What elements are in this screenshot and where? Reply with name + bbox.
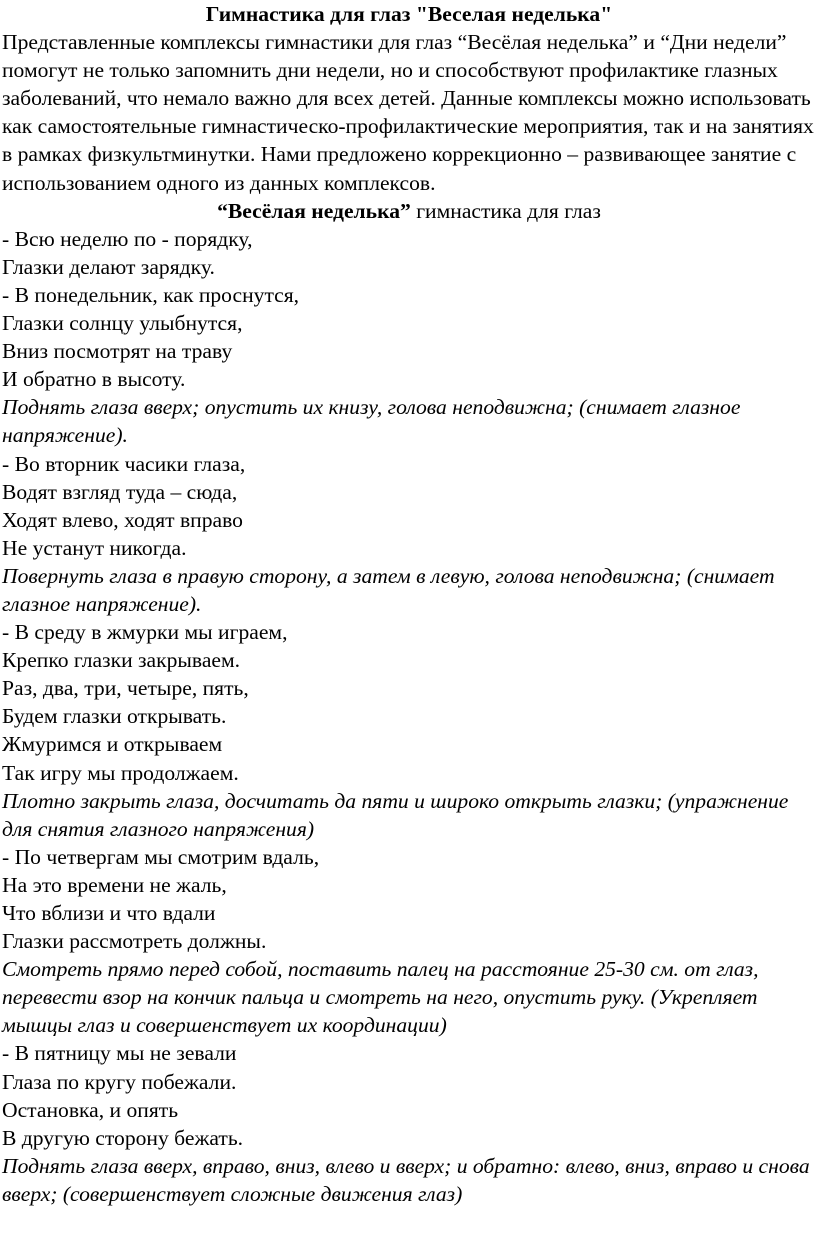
poem-line: Вниз посмотрят на траву — [2, 339, 233, 364]
poem-subtitle — [2, 197, 816, 225]
poem-line: Водят взгляд туда – сюда, — [2, 479, 238, 504]
poem-line: Крепко глазки закрываем. — [2, 648, 241, 673]
poem-line: Раз, два, три, четыре, пять, — [2, 676, 249, 701]
poem-line: Остановка, и опять — [2, 1097, 179, 1122]
poem-subtitle-rest: гимнастика для глаз — [410, 198, 601, 223]
intro-paragraph: Представленные комплексы гимнастики для глаз “Весёлая неделька” и “Дни недели” помогут не только запомнить дни недели, но и способствуют профилактике глазных заболеваний, что немало важно для всех детей. Данные комплексы можно использовать как самостоятельные гимнастическо-профилактические мероприятия, так и на занятиях в рамках физкультминутки. Нами предложено коррекционно – развивающее занятие с использованием одного из данных комплексов. — [2, 30, 814, 195]
exercise-note: Повернуть глаза в правую сторону, а затем в левую, голова неподвижна; (снимает глазное напряжение). — [2, 563, 775, 616]
poem-line: И обратно в высоту. — [2, 367, 186, 392]
poem-line: - В среду в жмурки мы играем, — [2, 620, 288, 645]
poem-subtitle-bold: “Весёлая неделька” — [217, 198, 411, 223]
poem-line: Жмуримся и открываем — [2, 732, 223, 757]
poem-line: - Во вторник часики глаза, — [2, 451, 246, 476]
poem-line: - В пятницу мы не зевали — [2, 1041, 237, 1066]
poem-line: Глаза по кругу побежали. — [2, 1069, 237, 1094]
poem-line: Глазки солнцу улыбнутся, — [2, 311, 243, 336]
poem-line: - В понедельник, как проснутся, — [2, 282, 300, 307]
exercise-note: Поднять глаза вверх; опустить их книзу, голова неподвижна; (снимает глазное напряжение). — [2, 395, 741, 448]
poem-line: На это времени не жаль, — [2, 872, 227, 897]
poem-line: Глазки рассмотреть должны. — [2, 929, 267, 954]
poem-line: Не устанут никогда. — [2, 535, 187, 560]
poem-line: Что вблизи и что вдали — [2, 901, 216, 925]
poem-line: Так игру мы продолжаем. — [2, 760, 239, 785]
document-title: Гимнастика для глаз "Веселая неделька" — [205, 2, 613, 26]
poem-line: В другую сторону бежать. — [2, 1125, 244, 1150]
exercise-note: Поднять глаза вверх, вправо, вниз, влево и вверх; и обратно: влево, вниз, вправо и снова вверх; (совершенствует сложные движения глаз) — [2, 1153, 810, 1206]
poem-line: - Всю неделю по - порядку, — [2, 226, 253, 251]
poem-line: Будем глазки открывать. — [2, 704, 227, 729]
poem-line: Глазки делают зарядку. — [2, 254, 215, 279]
poem-line: Ходят влево, ходят вправо — [2, 507, 243, 532]
poem-line: - По четвергам мы смотрим вдаль, — [2, 844, 320, 869]
exercise-note: Плотно закрыть глаза, досчитать да пяти и широко открыть глазки; (упражнение для снятия глазного напряжения) — [2, 788, 789, 841]
exercise-note: Смотреть прямо перед собой, поставить палец на расстояние 25-30 см. от глаз, перевести взор на кончик пальца и смотреть на него, опустить руку. (Укрепляет мышцы глаз и совершенствует их координации) — [2, 957, 759, 1038]
